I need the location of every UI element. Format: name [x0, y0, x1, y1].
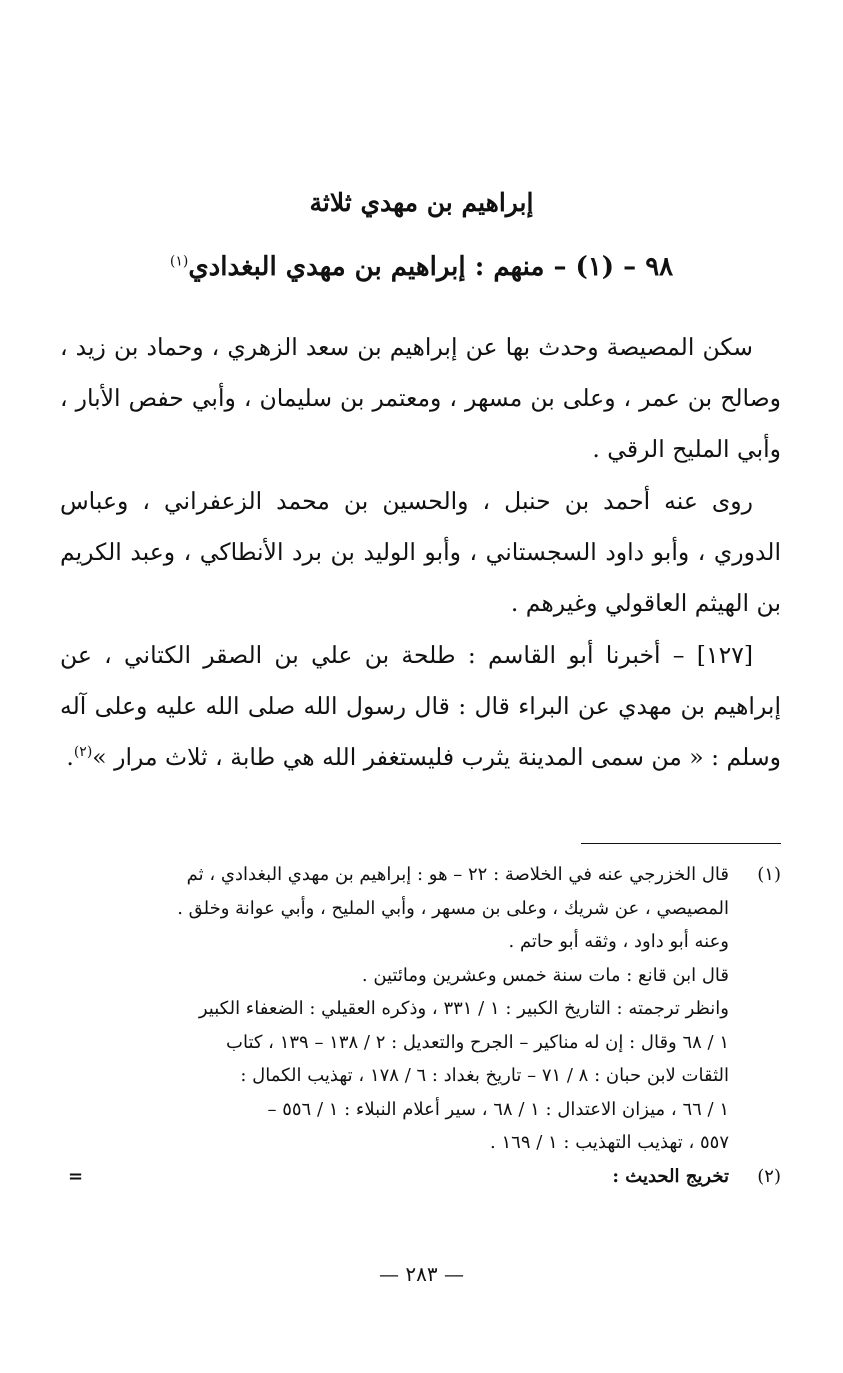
footnote-1-marker: (١): [757, 864, 781, 885]
paragraph-hadith: [60, 630, 781, 783]
footnote-1-line: قال الخزرجي عنه في الخلاصة : ٢٢ – هو : إبراهيم بن مهدي البغدادي ، ثم: [186, 864, 729, 885]
footnote-separator: [581, 843, 781, 844]
footnote-1-line: وانظر ترجمته : التاريخ الكبير : ١ / ٣٣١ ، وذكره العقيلي : الضعفاء الكبير: [198, 998, 729, 1019]
footnote-1-line: ١ / ٦٨ وقال : إن له مناكير – الجرح والتعديل : ٢ / ١٣٨ – ١٣٩ ، كتاب: [226, 1031, 729, 1053]
entry-heading-text: ٩٨ – (١) – منهم : إبراهيم بن مهدي البغدادي: [188, 252, 674, 282]
footnote-1-line: قال ابن قانع : مات سنة خمس وعشرين ومائتين .: [361, 964, 729, 986]
footnote-1-line: المصيصي ، عن شريك ، وعلى بن مسهر ، وأبي المليح ، وأبي عوانة وخلق .: [177, 897, 729, 919]
footnote-2-marker: (٢): [757, 1165, 781, 1187]
footnote-1: [60, 858, 781, 1160]
footnotes-section: [60, 858, 781, 1193]
continuation-mark: =: [68, 1165, 84, 1187]
paragraph-narrators: روى عنه أحمد بن حنبل ، والحسين بن محمد الزعفراني ، وعباس الدوري ، وأبو داود السجستاني ، وأبو الوليد بن برد الأنطاكي ، وعبد الكريم بن الهيثم العاقولي وغيرهم .: [60, 487, 781, 617]
footnote-2: [60, 1160, 781, 1194]
paragraph-biography: سكن المصيصة وحدث بها عن إبراهيم بن سعد الزهري ، وحماد بن زيد ، وصالح بن عمر ، وعلى بن مسهر ، ومعتمر بن سليمان ، وأبي حفص الأبار ، وأبي المليح الرقي .: [60, 333, 781, 463]
hadith-footnote-ref[interactable]: (٢): [73, 744, 93, 761]
hadith-end-period: .: [66, 743, 74, 771]
page-number: — ٢٨٣ —: [379, 1262, 464, 1286]
chapter-title: إبراهيم بن مهدي ثلاثة: [309, 188, 534, 217]
footnote-2-body: [60, 1160, 729, 1194]
footnote-2-label: تخريج الحديث :: [612, 1165, 729, 1187]
footnote-1-line: وعنه أبو داود ، وثقه أبو حاتم .: [508, 931, 729, 952]
footnote-1-line: ١ / ٦٦ ، ميزان الاعتدال : ١ / ٦٨ ، سير أعلام النبلاء : ١ / ٥٥٦ –: [267, 1098, 729, 1120]
footnote-1-body: [60, 858, 729, 1160]
entry-heading: [0, 252, 843, 282]
footnote-1-line: ٥٥٧ ، تهذيب التهذيب : ١ / ١٦٩ .: [490, 1132, 729, 1153]
footnote-1-line: الثقات لابن حبان : ٨ / ٧١ – تاريخ بغداد : ٦ / ١٧٨ ، تهذيب الكمال :: [240, 1065, 729, 1086]
entry-heading-footnote-ref[interactable]: (١): [169, 253, 189, 270]
hadith-text: [١٢٧] – أخبرنا أبو القاسم : طلحة بن علي بن الصقر الكتاني ، عن إبراهيم بن مهدي عن البراء قال : قال رسول الله صلى الله عليه وعلى آله وسلم : « من سمى المدينة يثرب فليستغفر الله هي طابة ، ثلاث مرار »: [60, 641, 781, 771]
